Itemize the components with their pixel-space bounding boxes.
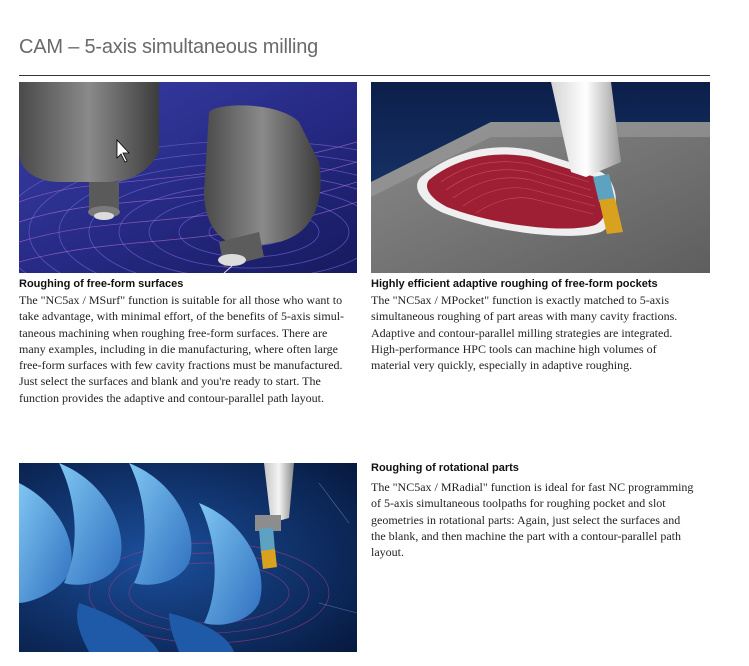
- body-line: The "NC5ax / MRadial" function is ideal for fast NC programming: [371, 480, 694, 494]
- body-line: layout.: [371, 545, 404, 560]
- body-line: The "NC5ax / MPocket" function is exactly matched to 5-axis: [371, 293, 670, 307]
- body-line: take advantage, with minimal effort, of the benefits of 5-axis simul-: [19, 309, 345, 324]
- section-heading-rotational-parts: Roughing of rotational parts: [371, 462, 519, 474]
- page-title: CAM – 5-axis simultaneous milling: [19, 36, 319, 58]
- section-heading-adaptive-pockets: Highly efficient adaptive roughing of free-form pockets: [371, 278, 658, 290]
- body-line: High-performance HPC tools can machine high volumes of: [371, 341, 657, 356]
- body-line: geometries in rotational parts: Again, just select the surfaces and: [371, 512, 681, 527]
- body-line: many examples, including in die manufacturing, where often large: [19, 341, 339, 356]
- body-line: taneous machining when roughing free-form surfaces. There are: [19, 325, 328, 340]
- body-line: Adaptive and contour-parallel milling strategies are integrated.: [371, 325, 673, 340]
- section-body-free-form-surfaces: [19, 292, 364, 406]
- body-line: simultaneous roughing of part areas with many cavity fractions.: [371, 309, 678, 324]
- section-body-adaptive-pockets: [371, 292, 716, 373]
- section-body-rotational-parts: [371, 479, 716, 560]
- figure-rotational-parts: [19, 463, 357, 652]
- body-line: The "NC5ax / MSurf" function is suitable for all those who want to: [19, 293, 343, 307]
- figure-free-form-surfaces: [19, 82, 357, 273]
- body-line: of 5-axis simultaneous toolpaths for roughing pocket and slot: [371, 496, 666, 511]
- body-line: function provides the adaptive and contour-parallel path layout.: [19, 390, 324, 405]
- section-heading-free-form-surfaces: Roughing of free-form surfaces: [19, 278, 184, 290]
- title-divider: [19, 75, 710, 76]
- body-line: material very quickly, especially in adaptive roughing.: [371, 358, 633, 373]
- body-line: free-form surfaces with few cavity fractions must be manufactured.: [19, 358, 343, 373]
- body-line: Just select the surfaces and blank and you're ready to start. The: [19, 374, 321, 389]
- body-line: the blank, and then machine the part with a contour-parallel path: [371, 528, 681, 543]
- figure-adaptive-pocket-roughing: [371, 82, 710, 273]
